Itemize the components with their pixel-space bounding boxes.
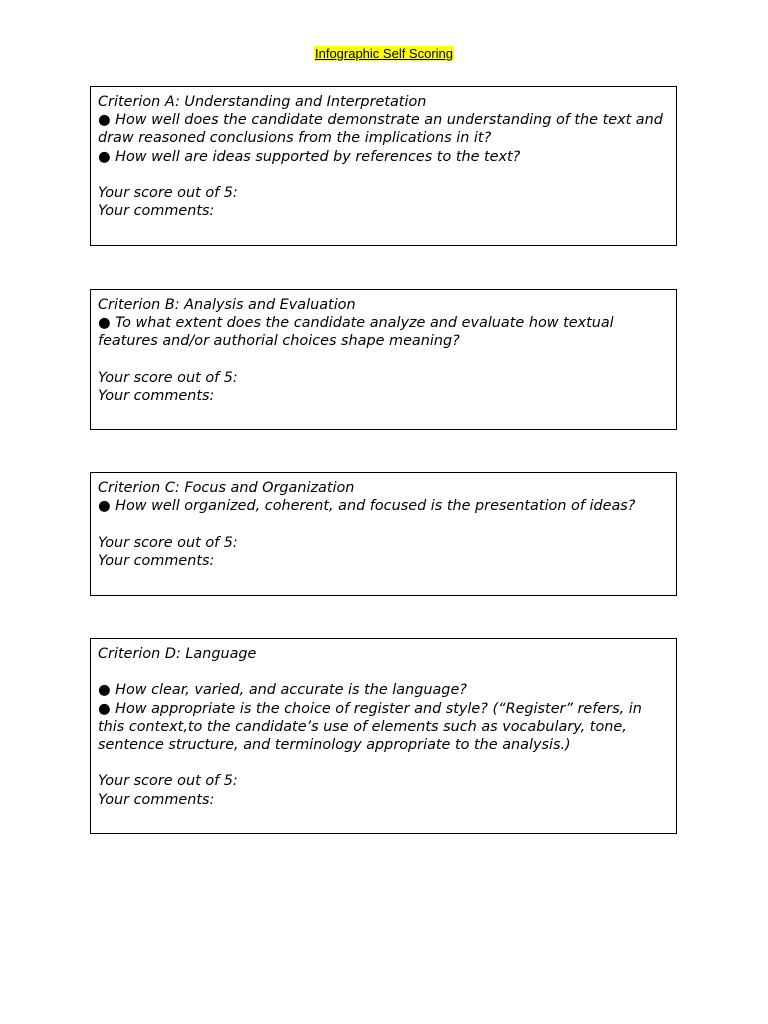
criterion-a-score-label: Your score out of 5: xyxy=(98,185,238,201)
bullet-icon: ● xyxy=(98,112,111,129)
criterion-a-question-2 xyxy=(98,148,668,166)
bullet-icon: ● xyxy=(98,700,111,717)
criterion-b-box xyxy=(90,289,677,430)
question-text: How well does the candidate demonstrate an understanding of the text and draw reasoned conclusions from the implications in it? xyxy=(98,112,668,147)
criterion-a-box xyxy=(90,86,677,246)
question-text: How well are ideas supported by references to the text? xyxy=(115,148,521,165)
spacer xyxy=(98,351,668,369)
criterion-d-question-1 xyxy=(98,681,668,699)
document-title-text: Infographic Self Scoring xyxy=(314,46,454,61)
question-text: To what extent does the candidate analyze and evaluate how textual features and/or authorial choices shape meaning? xyxy=(98,315,619,350)
criterion-d-question-2 xyxy=(98,700,668,755)
spacer xyxy=(98,515,668,533)
criterion-c-question-1 xyxy=(98,497,668,515)
spacer xyxy=(98,754,668,772)
criterion-d-score-label: Your score out of 5: xyxy=(98,773,238,790)
question-text: How well organized, coherent, and focused is the presentation of ideas? xyxy=(115,498,636,515)
criterion-b-comments-label: Your comments: xyxy=(98,388,215,404)
criterion-d-heading: Criterion D: Language xyxy=(98,646,257,662)
spacer xyxy=(98,663,668,681)
criterion-a-question-1 xyxy=(98,111,668,147)
criterion-d-box xyxy=(90,638,677,834)
criterion-c-box xyxy=(90,472,677,596)
bullet-icon: ● xyxy=(98,682,111,699)
criterion-d-comments-label: Your comments: xyxy=(98,791,215,808)
bullet-icon: ● xyxy=(98,148,111,165)
bullet-icon: ● xyxy=(98,498,111,515)
criterion-c-comments-label: Your comments: xyxy=(98,552,215,569)
criterion-c-score-label: Your score out of 5: xyxy=(98,534,238,551)
question-text: How appropriate is the choice of register and style? (“Register” refers, in this context,to the candidate’s use of elements such as vocabulary, tone, sentence structure, and terminology appropriate to the analysis.) xyxy=(98,700,647,753)
question-text: How clear, varied, and accurate is the language? xyxy=(115,682,467,699)
criterion-a-heading: Criterion A: Understanding and Interpretation xyxy=(98,94,427,110)
criterion-a-comments-label: Your comments: xyxy=(98,203,215,220)
spacer xyxy=(98,166,668,184)
criterion-b-question-1 xyxy=(98,314,668,350)
criterion-b-heading: Criterion B: Analysis and Evaluation xyxy=(98,297,356,313)
bullet-icon: ● xyxy=(98,315,111,332)
criterion-b-score-label: Your score out of 5: xyxy=(98,369,238,386)
document-title xyxy=(0,46,768,62)
criterion-c-heading: Criterion C: Focus and Organization xyxy=(98,480,355,496)
